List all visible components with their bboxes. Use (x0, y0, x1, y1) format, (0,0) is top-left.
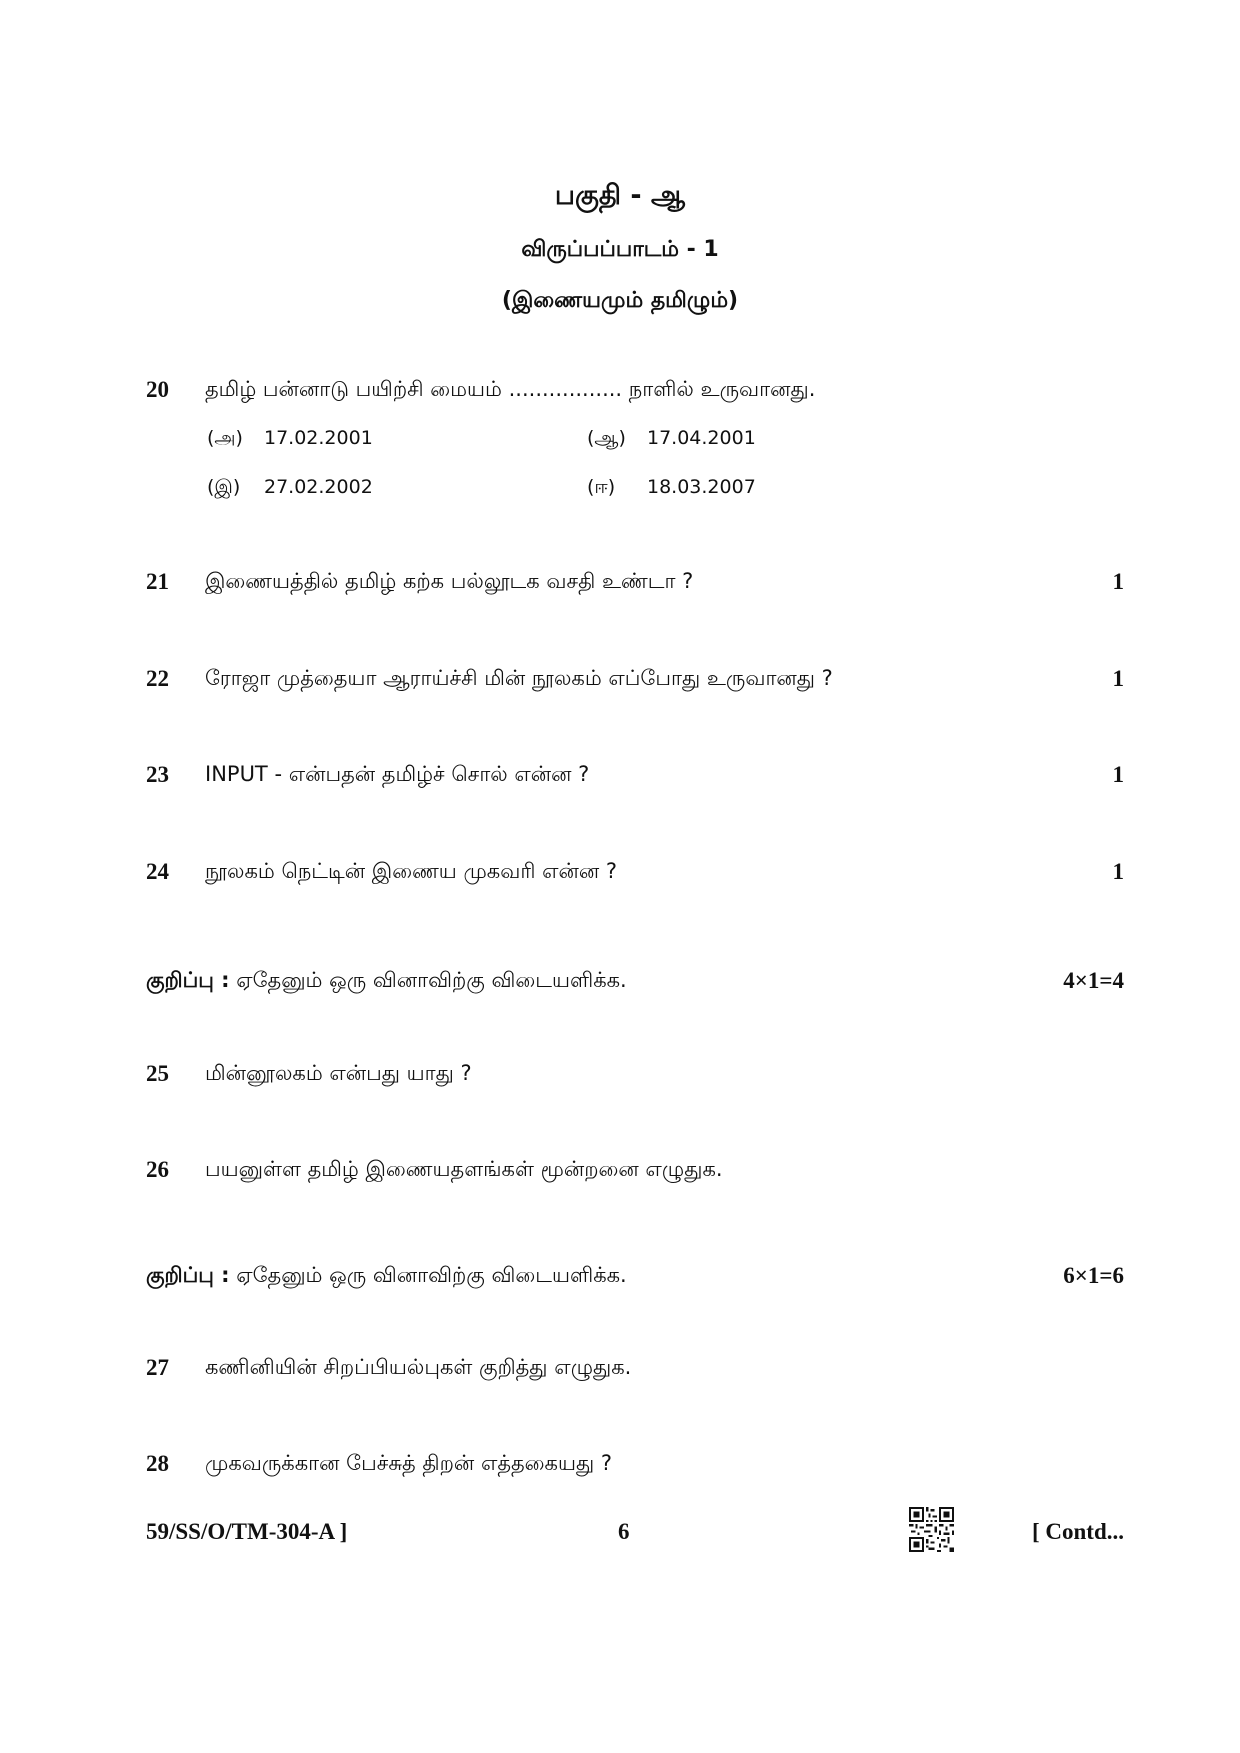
part-heading: பகுதி - ஆ (554, 180, 686, 211)
question-number: 22 (146, 666, 169, 691)
note-text: ஏதேனும் ஒரு வினாவிற்கு விடையளிக்க. (236, 968, 627, 992)
section-marks: 4×1=4 (1063, 968, 1124, 993)
option-value: 17.02.2001 (264, 427, 373, 449)
question-text: ரோஜா முத்தையா ஆராய்ச்சி மின் நூலகம் எப்போது உருவானது ? (205, 666, 833, 690)
option-label: (இ) (207, 476, 241, 498)
option-label: (ஈ) (587, 476, 616, 498)
option-value: 17.04.2001 (647, 427, 756, 449)
page-number: 6 (618, 1519, 630, 1544)
note-label: குறிப்பு : (146, 968, 230, 992)
question-number: 28 (146, 1451, 169, 1476)
section-marks: 6×1=6 (1063, 1263, 1124, 1288)
paper-code: 59/SS/O/TM-304-A ] (146, 1519, 348, 1544)
question-number: 23 (146, 762, 169, 787)
question-mark: 1 (1112, 859, 1124, 884)
subject-title: (இணையமும் தமிழும்) (501, 288, 739, 313)
optional-subject-heading: விருப்பப்பாடம் - 1 (521, 237, 719, 262)
question-number: 20 (146, 377, 169, 402)
question-text: INPUT - என்பதன் தமிழ்ச் சொல் என்ன ? (205, 762, 590, 786)
question-number: 24 (146, 859, 169, 884)
question-text: முகவருக்கான பேச்சுத் திறன் எத்தகையது ? (205, 1451, 613, 1475)
note-text: ஏதேனும் ஒரு வினாவிற்கு விடையளிக்க. (236, 1263, 627, 1287)
question-number: 27 (146, 1355, 169, 1380)
question-number: 21 (146, 569, 169, 594)
option-value: 18.03.2007 (647, 476, 756, 498)
instruction-note (146, 968, 627, 995)
continued-label: [ Contd... (1031, 1519, 1124, 1544)
question-text: இணையத்தில் தமிழ் கற்க பல்லூடக வசதி உண்டா ? (205, 569, 694, 593)
instruction-note (146, 1263, 627, 1290)
question-mark: 1 (1112, 569, 1124, 594)
question-number: 26 (146, 1157, 169, 1182)
qr-code-icon (909, 1507, 954, 1552)
question-text: நூலகம் நெட்டின் இணைய முகவரி என்ன ? (205, 859, 618, 883)
question-text: மின்னூலகம் என்பது யாது ? (205, 1061, 472, 1085)
question-text: தமிழ் பன்னாடு பயிற்சி மையம் ................. நாளில் உருவானது. (205, 377, 816, 401)
question-mark: 1 (1112, 666, 1124, 691)
option-label: (அ) (207, 427, 243, 449)
option-label: (ஆ) (587, 427, 626, 449)
question-text: கணினியின் சிறப்பியல்புகள் குறித்து எழுதுக. (205, 1355, 632, 1379)
question-number: 25 (146, 1061, 169, 1086)
question-mark: 1 (1112, 762, 1124, 787)
option-value: 27.02.2002 (264, 476, 373, 498)
question-text: பயனுள்ள தமிழ் இணையதளங்கள் மூன்றனை எழுதுக. (205, 1157, 723, 1181)
note-label: குறிப்பு : (146, 1263, 230, 1287)
